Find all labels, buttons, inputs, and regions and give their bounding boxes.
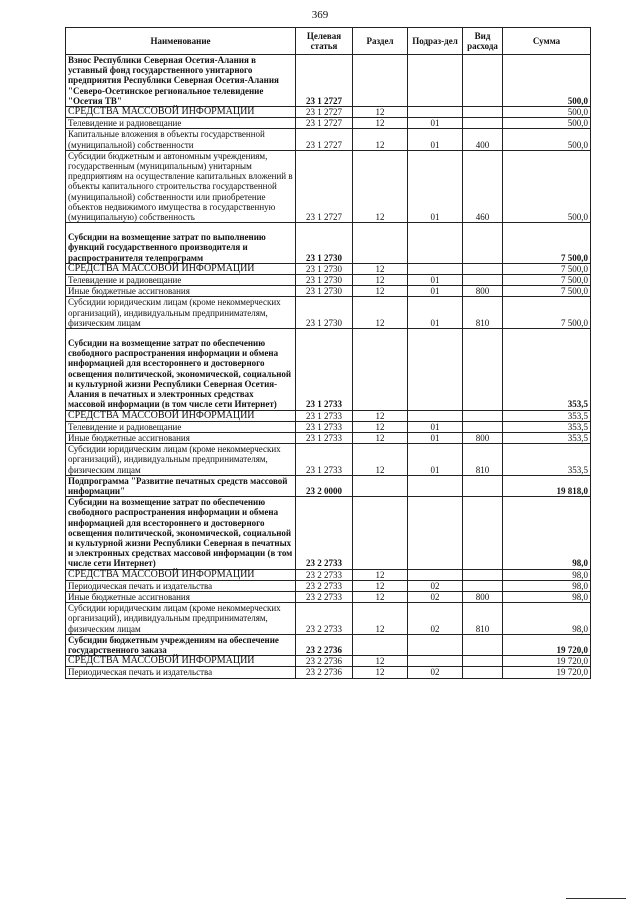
cell-name: СРЕДСТВА МАССОВОЙ ИНФОРМАЦИИ <box>66 656 296 667</box>
cell-expense-kind <box>463 475 503 496</box>
cell-section: 12 <box>353 591 408 602</box>
cell-section: 12 <box>353 297 408 329</box>
cell-expense-kind <box>463 497 503 569</box>
cell-section <box>353 497 408 569</box>
cell-section: 12 <box>353 129 408 150</box>
cell-target-article: 23 1 2727 <box>296 118 353 129</box>
cell-subsection <box>408 55 463 107</box>
cell-subsection: 01 <box>408 432 463 443</box>
table-row <box>66 444 591 476</box>
cell-expense-kind <box>463 263 503 274</box>
header-expense-kind: Вид расхода <box>463 28 503 55</box>
cell-name: Субсидии юридическим лицам (кроме некоммерческих организаций), индивидуальным предпринимателям, физическим лицам <box>66 297 296 329</box>
cell-sum: 98,0 <box>503 569 591 580</box>
header-target-article: Целевая статья <box>296 28 353 55</box>
table-row <box>66 667 591 678</box>
cell-expense-kind <box>463 580 503 591</box>
cell-section: 12 <box>353 444 408 476</box>
cell-section: 12 <box>353 603 408 635</box>
page-number: 369 <box>311 9 329 21</box>
cell-section: 12 <box>353 150 408 222</box>
cell-target-article: 23 1 2733 <box>296 444 353 476</box>
table-row <box>66 656 591 667</box>
cell-expense-kind <box>463 634 503 655</box>
table-row <box>66 410 591 421</box>
cell-section: 12 <box>353 286 408 297</box>
table-row <box>66 569 591 580</box>
table-row <box>66 634 591 655</box>
cell-section: 12 <box>353 263 408 274</box>
cell-sum: 7 500,0 <box>503 286 591 297</box>
cell-expense-kind: 460 <box>463 150 503 222</box>
cell-sum: 353,5 <box>503 410 591 421</box>
table-row <box>66 55 591 107</box>
cell-subsection: 02 <box>408 580 463 591</box>
cell-name: Взнос Республики Северная Осетия-Алания в уставный фонд государственного унитарного предприятия Республики Северная Осетия-Алания "Северо-Осетинское региональное телевидение "Осетия ТВ" <box>66 55 296 107</box>
cell-section: 12 <box>353 580 408 591</box>
table-row <box>66 107 591 118</box>
cell-target-article: 23 2 2733 <box>296 580 353 591</box>
table-row <box>66 275 591 286</box>
cell-name: СРЕДСТВА МАССОВОЙ ИНФОРМАЦИИ <box>66 410 296 421</box>
cell-target-article: 23 1 2730 <box>296 286 353 297</box>
cell-subsection: 02 <box>408 603 463 635</box>
cell-expense-kind <box>463 667 503 678</box>
table-row <box>66 475 591 496</box>
cell-section: 12 <box>353 432 408 443</box>
header-section: Раздел <box>353 28 408 55</box>
cell-sum: 353,5 <box>503 432 591 443</box>
cell-subsection: 01 <box>408 297 463 329</box>
cell-target-article: 23 2 2733 <box>296 603 353 635</box>
cell-target-article: 23 1 2727 <box>296 107 353 118</box>
cell-name: Телевидение и радиовещание <box>66 118 296 129</box>
cell-sum: 19 720,0 <box>503 667 591 678</box>
footer-rule <box>566 898 626 899</box>
cell-section <box>353 475 408 496</box>
cell-target-article: 23 2 2733 <box>296 497 353 569</box>
table-row <box>66 223 591 264</box>
cell-name: Субсидии на возмещение затрат по обеспечению свободного распространения информации и обмена информацией для всестороннего и достоверного освещения политической, экономической, социальной и культурной жизни Республики Северная Осетия-Алания в печатных и электронных средствах массовой информации (в том числе сети Интернет) <box>66 329 296 410</box>
cell-sum: 7 500,0 <box>503 297 591 329</box>
cell-subsection <box>408 569 463 580</box>
table-row <box>66 286 591 297</box>
cell-section: 12 <box>353 569 408 580</box>
budget-table <box>65 27 591 679</box>
cell-expense-kind <box>463 223 503 264</box>
table-row <box>66 297 591 329</box>
cell-subsection: 01 <box>408 286 463 297</box>
cell-subsection <box>408 410 463 421</box>
cell-section: 12 <box>353 421 408 432</box>
table-row <box>66 263 591 274</box>
cell-sum: 500,0 <box>503 129 591 150</box>
cell-subsection <box>408 634 463 655</box>
cell-target-article: 23 1 2727 <box>296 129 353 150</box>
cell-name: Субсидии бюджетным учреждениям на обеспечение государственного заказа <box>66 634 296 655</box>
cell-target-article: 23 1 2733 <box>296 421 353 432</box>
cell-sum: 19 720,0 <box>503 656 591 667</box>
cell-subsection <box>408 107 463 118</box>
cell-target-article: 23 2 2736 <box>296 656 353 667</box>
cell-subsection: 02 <box>408 591 463 602</box>
cell-sum: 353,5 <box>503 444 591 476</box>
cell-expense-kind: 800 <box>463 432 503 443</box>
cell-subsection: 01 <box>408 444 463 476</box>
cell-name: Капитальные вложения в объекты государственной (муниципальной) собственности <box>66 129 296 150</box>
cell-expense-kind <box>463 275 503 286</box>
cell-subsection <box>408 329 463 410</box>
table-row <box>66 603 591 635</box>
cell-name: Субсидии бюджетным и автономным учреждениям, государственным (муниципальным) унитарным предприятиям на осуществление капитальных вложений в объекты капитального строительства государственной (муниципальной) собственности или приобретение объектов недвижимого имущества в государственную (муниципальную) собственность <box>66 150 296 222</box>
cell-expense-kind: 810 <box>463 297 503 329</box>
cell-name: Субсидии на возмещение затрат по выполнению функций государственного производителя и распространителя телепрограмм <box>66 223 296 264</box>
cell-sum: 353,5 <box>503 421 591 432</box>
cell-target-article: 23 2 2733 <box>296 569 353 580</box>
cell-name: Периодическая печать и издательства <box>66 580 296 591</box>
cell-name: Субсидии юридическим лицам (кроме некоммерческих организаций), индивидуальным предпринимателям, физическим лицам <box>66 603 296 635</box>
cell-sum: 7 500,0 <box>503 223 591 264</box>
cell-expense-kind: 810 <box>463 444 503 476</box>
cell-target-article: 23 1 2727 <box>296 55 353 107</box>
cell-sum: 98,0 <box>503 591 591 602</box>
cell-name: Периодическая печать и издательства <box>66 667 296 678</box>
cell-subsection <box>408 263 463 274</box>
cell-target-article: 23 1 2733 <box>296 329 353 410</box>
cell-sum: 98,0 <box>503 603 591 635</box>
cell-name: Подпрограмма "Развитие печатных средств массовой информации" <box>66 475 296 496</box>
cell-section <box>353 55 408 107</box>
cell-section: 12 <box>353 410 408 421</box>
cell-sum: 7 500,0 <box>503 275 591 286</box>
cell-sum: 19 720,0 <box>503 634 591 655</box>
header-subsection: Подраз-дел <box>408 28 463 55</box>
cell-subsection: 01 <box>408 129 463 150</box>
cell-expense-kind <box>463 656 503 667</box>
cell-target-article: 23 1 2730 <box>296 275 353 286</box>
table-row <box>66 118 591 129</box>
cell-name: Иные бюджетные ассигнования <box>66 591 296 602</box>
cell-target-article: 23 2 2733 <box>296 591 353 602</box>
cell-section <box>353 329 408 410</box>
cell-section <box>353 634 408 655</box>
cell-expense-kind: 800 <box>463 286 503 297</box>
header-sum: Сумма <box>503 28 591 55</box>
cell-sum: 500,0 <box>503 55 591 107</box>
cell-name: СРЕДСТВА МАССОВОЙ ИНФОРМАЦИИ <box>66 107 296 118</box>
cell-sum: 500,0 <box>503 107 591 118</box>
cell-subsection: 01 <box>408 150 463 222</box>
cell-sum: 19 818,0 <box>503 475 591 496</box>
cell-expense-kind <box>463 410 503 421</box>
table-row <box>66 421 591 432</box>
cell-subsection <box>408 223 463 264</box>
cell-name: Субсидии на возмещение затрат по обеспечению свободного распространения информации и обмена информацией для всестороннего и достоверного освещения политической, экономической, социальной и культурной жизни Республики Северная в печатных и электронных средствах массовой информации (в том числе сети Интернет) <box>66 497 296 569</box>
cell-subsection: 01 <box>408 275 463 286</box>
cell-expense-kind <box>463 55 503 107</box>
cell-expense-kind <box>463 421 503 432</box>
cell-sum: 7 500,0 <box>503 263 591 274</box>
cell-section <box>353 223 408 264</box>
cell-subsection <box>408 497 463 569</box>
cell-sum: 500,0 <box>503 150 591 222</box>
cell-sum: 98,0 <box>503 580 591 591</box>
cell-sum: 500,0 <box>503 118 591 129</box>
cell-section: 12 <box>353 656 408 667</box>
cell-expense-kind <box>463 118 503 129</box>
cell-name: СРЕДСТВА МАССОВОЙ ИНФОРМАЦИИ <box>66 569 296 580</box>
cell-name: Иные бюджетные ассигнования <box>66 432 296 443</box>
cell-target-article: 23 1 2730 <box>296 263 353 274</box>
cell-subsection <box>408 656 463 667</box>
cell-expense-kind <box>463 107 503 118</box>
cell-subsection: 01 <box>408 118 463 129</box>
cell-expense-kind <box>463 569 503 580</box>
cell-name: Телевидение и радиовещание <box>66 421 296 432</box>
cell-target-article: 23 1 2727 <box>296 150 353 222</box>
cell-expense-kind: 800 <box>463 591 503 602</box>
table-row <box>66 329 591 410</box>
table-row <box>66 129 591 150</box>
table-row <box>66 580 591 591</box>
cell-section: 12 <box>353 667 408 678</box>
cell-subsection <box>408 475 463 496</box>
cell-expense-kind: 810 <box>463 603 503 635</box>
cell-target-article: 23 1 2733 <box>296 432 353 443</box>
table-row <box>66 150 591 222</box>
cell-target-article: 23 2 2736 <box>296 634 353 655</box>
cell-section: 12 <box>353 118 408 129</box>
cell-subsection: 02 <box>408 667 463 678</box>
table-row <box>66 432 591 443</box>
cell-sum: 353,5 <box>503 329 591 410</box>
cell-expense-kind: 400 <box>463 129 503 150</box>
table-row <box>66 497 591 569</box>
cell-section: 12 <box>353 107 408 118</box>
cell-target-article: 23 2 2736 <box>296 667 353 678</box>
cell-target-article: 23 1 2733 <box>296 410 353 421</box>
cell-name: Субсидии юридическим лицам (кроме некоммерческих организаций), индивидуальным предпринимателям, физическим лицам <box>66 444 296 476</box>
cell-target-article: 23 1 2730 <box>296 297 353 329</box>
cell-target-article: 23 2 0000 <box>296 475 353 496</box>
cell-expense-kind <box>463 329 503 410</box>
cell-target-article: 23 1 2730 <box>296 223 353 264</box>
header-name: Наименование <box>66 28 296 55</box>
cell-section: 12 <box>353 275 408 286</box>
table-row <box>66 591 591 602</box>
cell-name: Телевидение и радиовещание <box>66 275 296 286</box>
cell-sum: 98,0 <box>503 497 591 569</box>
table-header-row <box>66 28 591 55</box>
cell-subsection: 01 <box>408 421 463 432</box>
cell-name: СРЕДСТВА МАССОВОЙ ИНФОРМАЦИИ <box>66 263 296 274</box>
cell-name: Иные бюджетные ассигнования <box>66 286 296 297</box>
